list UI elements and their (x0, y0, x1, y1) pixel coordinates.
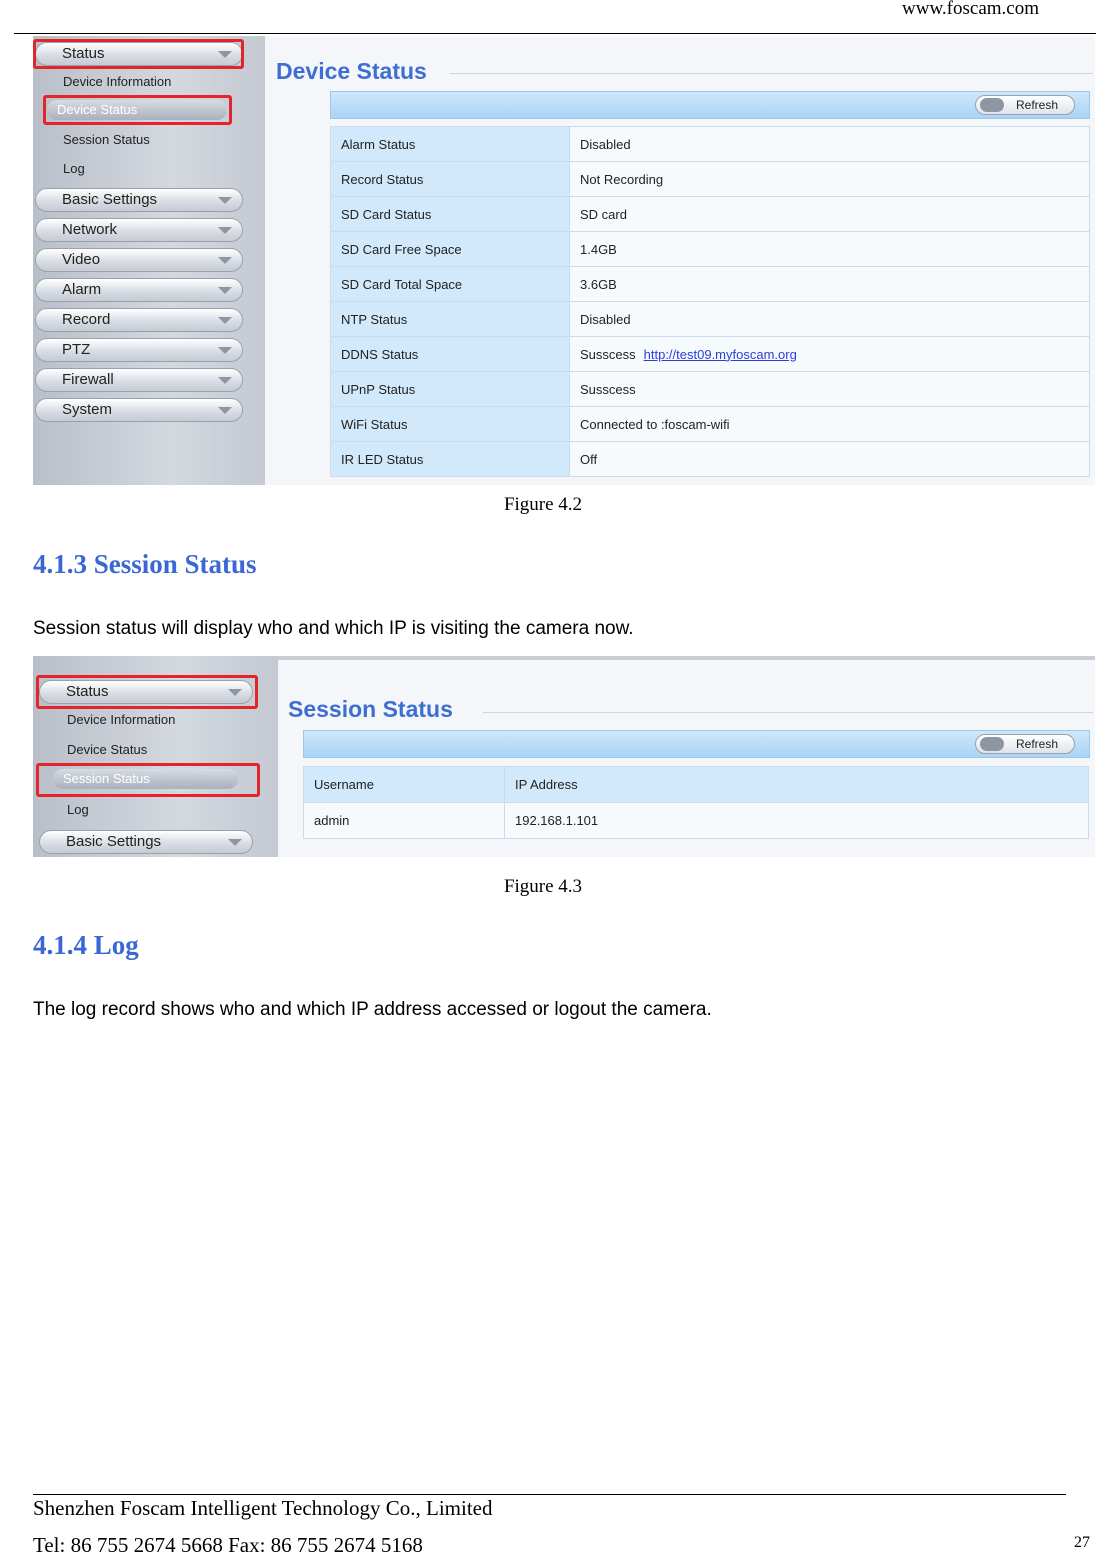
highlight-session-status (36, 763, 260, 797)
row-label: WiFi Status (331, 407, 570, 442)
row-value-text: Disabled (580, 311, 631, 327)
toolbar (330, 91, 1090, 119)
row-value (570, 162, 1090, 197)
refresh-button[interactable]: Refresh (975, 95, 1075, 115)
device-status-screenshot (33, 36, 1095, 485)
table-row (331, 197, 1090, 232)
nav-status[interactable]: Status (35, 42, 243, 66)
figure-caption: Figure 4.3 (503, 876, 583, 897)
main-panel (278, 656, 1095, 857)
section-heading: 4.1.3 Session Status (33, 549, 257, 579)
nav-status[interactable]: Status (39, 680, 253, 704)
row-value-text: Not Recording (580, 171, 664, 187)
row-value-text: Susscess (580, 381, 636, 397)
sub-device-information[interactable]: Device Information (67, 712, 176, 727)
table-row (331, 442, 1090, 477)
row-label: SD Card Status (331, 197, 570, 232)
site-url: www.foscam.com (902, 0, 1040, 19)
table-row (331, 302, 1090, 337)
highlight-status (36, 675, 258, 709)
highlight-status (33, 39, 244, 69)
main-panel (265, 36, 1095, 485)
sub-log[interactable]: Log (67, 802, 89, 817)
table-row (331, 232, 1090, 267)
chevron-down-icon (218, 317, 232, 324)
chevron-down-icon (218, 377, 232, 384)
title-divider (483, 712, 1093, 713)
cell-ip-address: 192.168.1.101 (505, 803, 1089, 839)
row-label: DDNS Status (331, 337, 570, 372)
chevron-down-icon (218, 407, 232, 414)
table-row (331, 407, 1090, 442)
sub-device-information[interactable]: Device Information (63, 74, 172, 89)
chevron-down-icon (218, 287, 232, 294)
title-divider (450, 73, 1093, 74)
row-value (570, 337, 1090, 372)
nav-record[interactable]: Record (35, 308, 243, 332)
nav-network[interactable]: Network (35, 218, 243, 242)
chevron-down-icon (218, 347, 232, 354)
footer-company: Shenzhen Foscam Intelligent Technology Co., Limited (33, 1496, 493, 1520)
row-value (570, 232, 1090, 267)
row-value (570, 407, 1090, 442)
section-text: The log record shows who and which IP address accessed or logout the camera. (33, 999, 712, 1020)
section-heading: 4.1.4 Log (33, 930, 139, 960)
sub-device-status[interactable]: Device Status (47, 100, 227, 120)
row-value (570, 442, 1090, 477)
refresh-icon (980, 98, 1004, 112)
page-title: Device Status (276, 58, 427, 84)
table-row (331, 372, 1090, 407)
nav-firewall[interactable]: Firewall (35, 368, 243, 392)
row-value-text: Off (580, 451, 598, 467)
page-number: 27 (1074, 1534, 1090, 1551)
sidebar (33, 656, 278, 857)
row-label: IR LED Status (331, 442, 570, 477)
chevron-down-icon (218, 227, 232, 234)
header-ip-address: IP Address (505, 767, 1089, 803)
refresh-icon (980, 737, 1004, 751)
chevron-down-icon (218, 257, 232, 264)
section-text: Session status will display who and which IP is visiting the camera now. (33, 618, 634, 639)
header-username: Username (304, 767, 505, 803)
session-status-screenshot (33, 656, 1095, 857)
table-row (331, 337, 1090, 372)
sub-session-status[interactable]: Session Status (63, 132, 150, 147)
row-value (570, 372, 1090, 407)
cell-username: admin (304, 803, 505, 839)
session-table (303, 766, 1089, 839)
nav-system[interactable]: System (35, 398, 243, 422)
toolbar (303, 730, 1090, 758)
ddns-link[interactable]: http://test09.myfoscam.org (643, 346, 797, 362)
row-value (570, 267, 1090, 302)
header-rule (14, 33, 1096, 34)
row-label: UPnP Status (331, 372, 570, 407)
nav-alarm[interactable]: Alarm (35, 278, 243, 302)
chevron-down-icon (228, 839, 242, 846)
device-status-table (330, 126, 1090, 477)
nav-basic-settings[interactable]: Basic Settings (35, 188, 243, 212)
row-value-text: Disabled (580, 136, 631, 152)
table-row (304, 803, 1089, 839)
row-label: NTP Status (331, 302, 570, 337)
refresh-button[interactable]: Refresh (975, 734, 1075, 754)
table-row (331, 127, 1090, 162)
table-row (331, 162, 1090, 197)
row-value-text: 3.6GB (580, 276, 617, 292)
figure-caption: Figure 4.2 (503, 494, 583, 515)
chevron-down-icon (218, 197, 232, 204)
nav-video[interactable]: Video (35, 248, 243, 272)
row-value (570, 197, 1090, 232)
footer-contact: Tel: 86 755 2674 5668 Fax: 86 755 2674 5168 (33, 1533, 423, 1557)
row-value-text: Connected to :foscam-wifi (580, 416, 730, 432)
row-label: Record Status (331, 162, 570, 197)
row-value (570, 127, 1090, 162)
nav-basic-settings[interactable]: Basic Settings (39, 830, 253, 854)
table-header-row (304, 767, 1089, 803)
sidebar (33, 36, 265, 485)
row-label: SD Card Free Space (331, 232, 570, 267)
sub-log[interactable]: Log (63, 161, 85, 176)
sub-device-status[interactable]: Device Status (67, 742, 148, 757)
page-title: Session Status (288, 696, 453, 722)
sub-session-status[interactable]: Session Status (53, 769, 238, 789)
row-value (570, 302, 1090, 337)
footer-rule (33, 1494, 1066, 1495)
row-value-text: Susscess (580, 346, 636, 362)
highlight-device-status (43, 95, 232, 125)
row-label: SD Card Total Space (331, 267, 570, 302)
row-label: Alarm Status (331, 127, 570, 162)
nav-ptz[interactable]: PTZ (35, 338, 243, 362)
row-value-text: SD card (580, 206, 627, 222)
table-row (331, 267, 1090, 302)
row-value-text: 1.4GB (580, 241, 617, 257)
